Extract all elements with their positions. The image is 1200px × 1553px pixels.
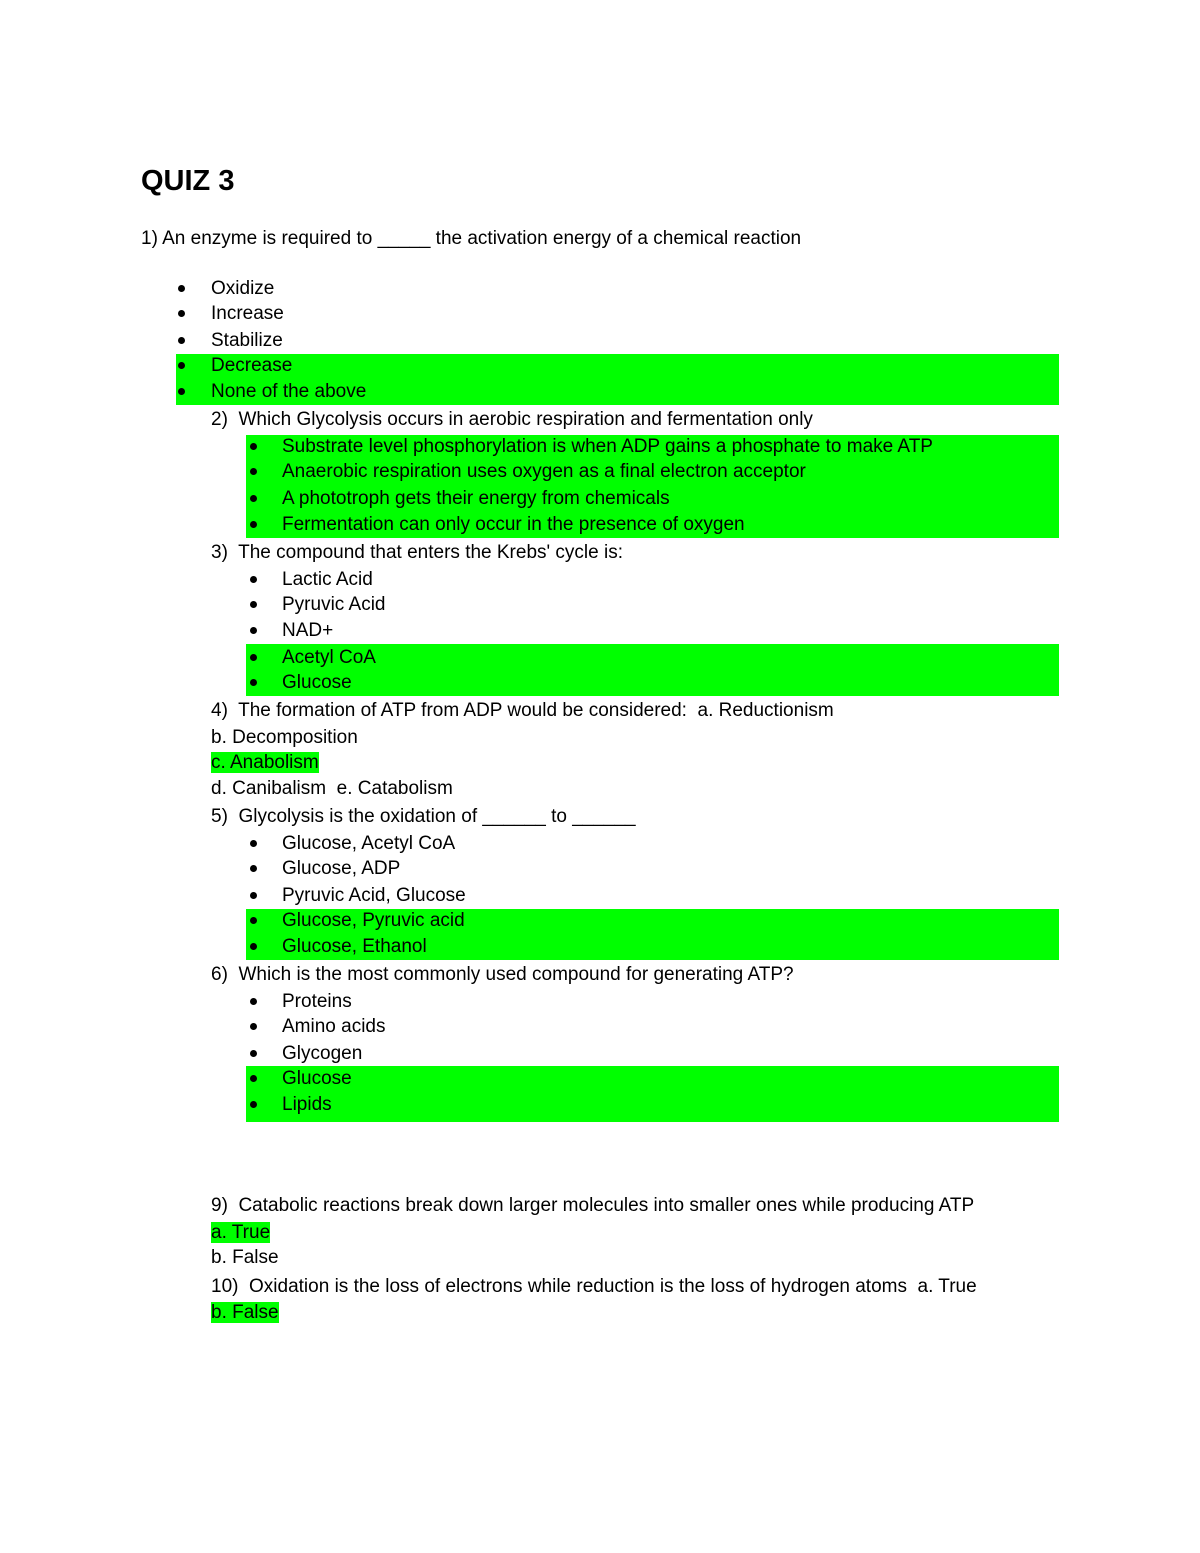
question-5: 5) Glycolysis is the oxidation of ______ to ______ [211,806,636,827]
question-2: 2) Which Glycolysis occurs in aerobic respiration and fermentation only [211,409,813,430]
question-1: 1) An enzyme is required to _____ the activation energy of a chemical reaction [141,228,802,249]
q5-option: Glucose, Ethanol [282,936,427,957]
bullet-icon [250,1075,257,1082]
q10-option-b-highlight: b. False [211,1302,279,1323]
question-10: 10) Oxidation is the loss of electrons while reduction is the loss of hydrogen atoms a. True [211,1276,977,1297]
bullet-icon [250,679,257,686]
q5-option: Glucose, Pyruvic acid [282,910,465,931]
bullet-icon [250,1050,257,1057]
q1-option: Oxidize [211,278,275,299]
q10-option-b [211,1300,279,1325]
bullet-icon [250,998,257,1005]
q3-option: Lactic Acid [282,569,373,590]
q5-option: Glucose, ADP [282,858,401,879]
bullet-icon [178,337,185,344]
question-4: 4) The formation of ATP from ADP would be considered: a. Reductionism [211,700,834,721]
bullet-icon [178,285,185,292]
bullet-icon [250,1101,257,1108]
q6-option: Proteins [282,991,352,1012]
bullet-icon [250,443,257,450]
bullet-icon [250,654,257,661]
q6-option: Lipids [282,1094,332,1115]
q1-option: Decrease [211,355,293,376]
bullet-icon [250,601,257,608]
q9-option-a-highlight: a. True [211,1222,271,1243]
bullet-icon [250,917,257,924]
q3-option: Glucose [282,672,352,693]
q2-option: A phototroph gets their energy from chemicals [282,488,670,509]
highlight-q6-answers [246,1066,1059,1122]
q6-option: Glycogen [282,1043,363,1064]
bullet-icon [250,1023,257,1030]
q2-option: Fermentation can only occur in the presence of oxygen [282,514,745,535]
q6-option: Glucose [282,1068,352,1089]
q1-option: None of the above [211,381,367,402]
q4-option-de: d. Canibalism e. Catabolism [211,778,453,799]
q9-option-a [211,1220,270,1245]
q1-option: Stabilize [211,330,283,351]
bullet-icon [250,943,257,950]
bullet-icon [250,521,257,528]
bullet-icon [178,388,185,395]
bullet-icon [250,468,257,475]
question-9: 9) Catabolic reactions break down larger molecules into smaller ones while producing ATP [211,1195,975,1216]
q3-option: Pyruvic Acid [282,594,386,615]
q5-option: Pyruvic Acid, Glucose [282,885,466,906]
q1-option: Increase [211,303,284,324]
bullet-icon [250,576,257,583]
q4-option-c [211,750,319,775]
bullet-icon [178,310,185,317]
bullet-icon [250,865,257,872]
question-3: 3) The compound that enters the Krebs' cycle is: [211,542,623,563]
bullet-icon [250,892,257,899]
bullet-icon [250,495,257,502]
q4-option-b: b. Decomposition [211,727,358,748]
quiz-title: QUIZ 3 [141,165,235,197]
bullet-icon [178,362,185,369]
q6-option: Amino acids [282,1016,386,1037]
q2-option: Substrate level phosphorylation is when ADP gains a phosphate to make ATP [282,436,933,457]
bullet-icon [250,840,257,847]
q3-option: Acetyl CoA [282,647,376,668]
q2-option: Anaerobic respiration uses oxygen as a final electron acceptor [282,461,806,482]
q9-option-b: b. False [211,1247,279,1268]
q3-option: NAD+ [282,620,334,641]
q5-option: Glucose, Acetyl CoA [282,833,456,854]
question-6: 6) Which is the most commonly used compound for generating ATP? [211,964,794,985]
bullet-icon [250,627,257,634]
q4-option-c-highlight: c. Anabolism [211,752,319,773]
